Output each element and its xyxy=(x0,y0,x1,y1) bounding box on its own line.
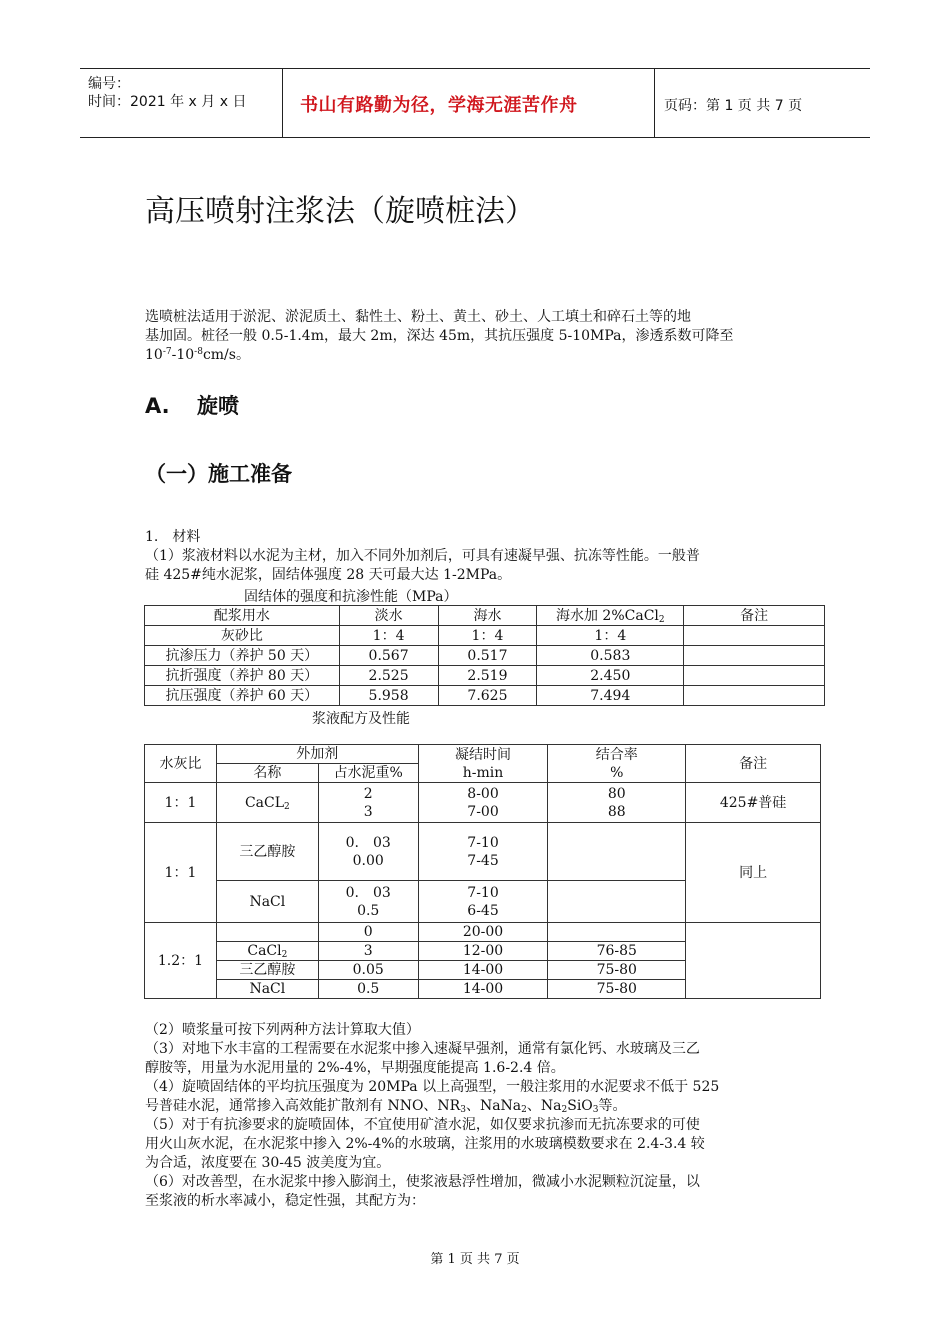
table-cell: 抗渗压力（养护 50 天） xyxy=(145,646,340,666)
table-header-cell: 结合率 % xyxy=(548,745,686,783)
table-header-cell: 备注 xyxy=(686,745,821,783)
table-header-row xyxy=(145,606,825,626)
table-cell: 0.583 xyxy=(537,646,684,666)
materials-block xyxy=(145,528,815,585)
note-line: 号普硅水泥，通常掺入高效能扩散剂有 NNO、$NR_3$、NaNa$_2$、$Na_2SiO_3$等。 xyxy=(145,1098,627,1115)
table-header-cell: 水灰比 xyxy=(145,745,217,783)
page-header xyxy=(80,68,870,138)
page-footer: 第 1 页 共 7 页 xyxy=(430,1252,520,1267)
header-motto-cell xyxy=(282,69,655,137)
table-cell xyxy=(684,626,825,646)
table-cell: 7.625 xyxy=(438,686,537,706)
table-cell: 14-00 xyxy=(418,980,548,999)
table2-caption: 浆液配方及性能 xyxy=(312,711,410,727)
table-cell: 0. 03 0.5 xyxy=(318,881,418,923)
table-cell: 75-80 xyxy=(548,980,686,999)
table-cell xyxy=(216,923,318,942)
table-cell: 1：1 xyxy=(145,783,217,823)
table-header-cell: 配浆用水 xyxy=(145,606,340,626)
table-cell xyxy=(548,823,686,881)
table-cell: 同上 xyxy=(686,823,821,923)
table-cell xyxy=(548,923,686,942)
table-header-cell: 凝结时间 h-min xyxy=(418,745,548,783)
table-cell: 1：4 xyxy=(438,626,537,646)
note-line: （6）对改善型，在水泥浆中掺入膨润土，使浆液悬浮性增加，微减小水泥颗粒沉淀量，以 xyxy=(145,1174,700,1190)
table-cell: 12-00 xyxy=(418,942,548,961)
table-cell: 0.05 xyxy=(318,961,418,980)
table-cell: 76-85 xyxy=(548,942,686,961)
table-cell: CaCL$_2$ xyxy=(216,783,318,823)
table-cell: 1：4 xyxy=(339,626,438,646)
table-cell xyxy=(684,666,825,686)
note-line: 醇胺等，用量为水泥用量的 2%-4%，早期强度能提高 1.6-2.4 倍。 xyxy=(145,1060,565,1076)
note-line: 至浆液的析水率减小，稳定性强，其配方为： xyxy=(145,1193,425,1209)
table-row xyxy=(145,646,825,666)
table-header-cell: 外加剂 xyxy=(216,745,418,764)
intro-paragraph xyxy=(145,308,815,365)
table-cell: 75-80 xyxy=(548,961,686,980)
table-cell: 0.517 xyxy=(438,646,537,666)
table-cell xyxy=(684,646,825,666)
table-header-cell: 淡水 xyxy=(339,606,438,626)
intro-line: 基加固。桩径一般 0.5-1.4m，最大 2m，深达 45m，其抗压强度 5-10MPa，渗透系数可降至 xyxy=(145,328,734,344)
intro-line: 选喷桩法适用于淤泥、淤泥质土、黏性土、粉土、黄土、砂土、人工填土和碎石土等的地 xyxy=(145,309,691,325)
table-header-cell: 名称 xyxy=(216,764,318,783)
table1-caption: 固结体的强度和抗渗性能（MPa） xyxy=(244,589,458,605)
table-cell: 7-10 7-45 xyxy=(418,823,548,881)
note-line: （2）喷浆量可按下列两种方法计算取大值） xyxy=(145,1022,420,1038)
section-heading-a xyxy=(145,390,239,420)
table-row xyxy=(145,626,825,646)
table-cell: 5.958 xyxy=(339,686,438,706)
table-cell: 0.567 xyxy=(339,646,438,666)
table-cell: 2.450 xyxy=(537,666,684,686)
table-header-cell: 海水加 2%CaCl$_2$ xyxy=(537,606,684,626)
table-cell: 0 xyxy=(318,923,418,942)
table-cell: 8-00 7-00 xyxy=(418,783,548,823)
table-row xyxy=(145,783,821,823)
slurry-formula-table xyxy=(144,744,821,999)
table-cell: 0.5 xyxy=(318,980,418,999)
table-cell: 2.519 xyxy=(438,666,537,686)
note-line: 为合适，浓度要在 30-45 波美度为宜。 xyxy=(145,1155,391,1171)
notes-block xyxy=(145,1021,815,1211)
table-cell: 1.2：1 xyxy=(145,923,217,999)
note-line: 用火山灰水泥，在水泥浆中掺入 2%-4%的水玻璃，注浆用的水玻璃模数要求在 2.4-3.4 较 xyxy=(145,1136,705,1152)
table-row xyxy=(145,823,821,881)
table-cell: 1：1 xyxy=(145,823,217,923)
table-header-cell: 海水 xyxy=(438,606,537,626)
table-cell: 抗折强度（养护 80 天） xyxy=(145,666,340,686)
note-line: （5）对于有抗渗要求的旋喷固体，不宜使用矿渣水泥，如仅要求抗渗而无抗冻要求的可使 xyxy=(145,1117,700,1133)
table-cell xyxy=(548,881,686,923)
strength-table xyxy=(144,605,825,706)
table-cell: 7-10 6-45 xyxy=(418,881,548,923)
table-cell: 7.494 xyxy=(537,686,684,706)
table-cell: 3 xyxy=(318,942,418,961)
materials-heading: 1. 材料 xyxy=(145,529,201,545)
table-header-cell: 占水泥重% xyxy=(318,764,418,783)
table-row xyxy=(145,923,821,942)
table-cell: 三乙醇胺 xyxy=(216,961,318,980)
table-cell: 80 88 xyxy=(548,783,686,823)
table-cell: CaCl$_2$ xyxy=(216,942,318,961)
note-line: （4）旋喷固结体的平均抗压强度为 20MPa 以上高强型，一般注浆用的水泥要求不低于 525 xyxy=(145,1079,720,1095)
table-cell: 1：4 xyxy=(537,626,684,646)
note-line: （3）对地下水丰富的工程需要在水泥浆中掺入速凝早强剂，通常有氯化钙、水玻璃及三乙 xyxy=(145,1041,700,1057)
header-page-cell xyxy=(654,69,870,137)
intro-line: $10^{-7}-10^{-8}cm/s$。 xyxy=(145,347,250,363)
table-cell xyxy=(686,923,821,999)
header-motto: 书山有路勤为径，学海无涯苦作舟 xyxy=(300,95,578,116)
table-cell: 2 3 xyxy=(318,783,418,823)
table-header-row xyxy=(145,745,821,764)
table-cell: 20-00 xyxy=(418,923,548,942)
table-row xyxy=(145,666,825,686)
materials-line: 硅 425#纯水泥浆，固结体强度 28 天可最大达 1-2MPa。 xyxy=(145,567,512,583)
table-cell: 14-00 xyxy=(418,961,548,980)
header-time: 时间：2021 年 x 月 x 日 xyxy=(88,94,247,110)
materials-line: （1）浆液材料以水泥为主材，加入不同外加剂后，可具有速凝早强、抗冻等性能。一般普 xyxy=(145,548,700,564)
table-cell: NaCl xyxy=(216,980,318,999)
table-cell: NaCl xyxy=(216,881,318,923)
header-meta xyxy=(80,69,283,137)
table-cell: 灰砂比 xyxy=(145,626,340,646)
section-label: 旋喷 xyxy=(197,394,239,418)
section-number: A. xyxy=(145,394,170,418)
header-page-info: 页码：第 1 页 共 7 页 xyxy=(664,98,803,114)
table-cell: 0. 03 0.00 xyxy=(318,823,418,881)
table-cell: 三乙醇胺 xyxy=(216,823,318,881)
table-cell: 抗压强度（养护 60 天） xyxy=(145,686,340,706)
table-header-cell: 备注 xyxy=(684,606,825,626)
table-cell: 2.525 xyxy=(339,666,438,686)
table-cell xyxy=(684,686,825,706)
table-cell: 425#普硅 xyxy=(686,783,821,823)
table-row xyxy=(145,686,825,706)
subsection-heading: （一）施工准备 xyxy=(145,462,292,486)
header-number: 编号： xyxy=(88,76,130,92)
document-title: 高压喷射注浆法（旋喷桩法） xyxy=(145,194,535,229)
